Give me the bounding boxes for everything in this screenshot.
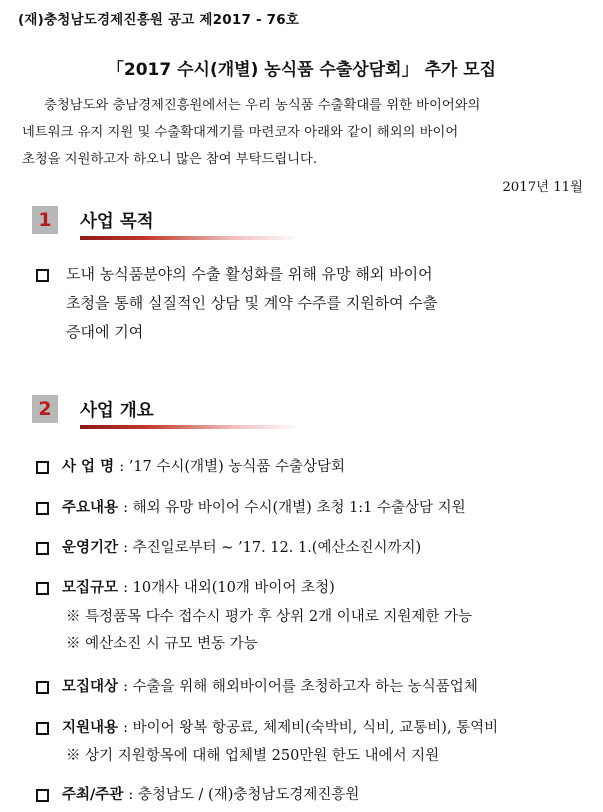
page-title: 「2017 수시(개별) 농식품 수출상담회」 추가 모집 [106,60,497,80]
checkbox-icon [36,789,49,802]
item-label: 운영기간 [62,540,119,556]
section-1-number-badge: 1 [32,206,58,234]
item-value: : 추진일로부터 ~ ’17. 12. 1.(예산소진시까지) [123,540,422,556]
section-1-title: 사업 목적 [80,212,154,232]
checkbox-icon [36,681,49,694]
intro-line-2: 네트워크 유지 지원 및 수출확대계기를 마련코자 아래와 같이 해외의 바이어 [22,125,459,140]
section-2-underline [80,425,300,429]
intro-paragraph [22,92,584,173]
purpose-line-2: 초청을 통해 실질적인 상담 및 계약 수주를 지원하여 수출 [66,294,438,312]
item-organizer [62,783,359,804]
item-name [62,455,345,476]
item-value: : ’17 수시(개별) 농식품 수출상담회 [119,459,345,475]
item-label: 사 업 명 [62,459,115,475]
checkbox-icon [36,542,49,555]
purpose-line-1: 도내 농식품분야의 수출 활성화를 위해 유망 해외 바이어 [66,265,433,283]
item-label: 지원내용 [62,720,119,736]
item-target [62,675,478,696]
item-period [62,536,421,557]
item-support [62,716,498,737]
notice-number: (재)충청남도경제진흥원 공고 제2017 - 76호 [18,12,300,28]
support-note: ※ 상기 지원항목에 대해 업체별 250만원 한도 내에서 지원 [66,748,440,764]
item-label: 모집규모 [62,580,119,596]
checkbox-icon [36,582,49,595]
checkbox-icon [36,461,49,474]
checkbox-icon [36,502,49,515]
item-value: : 수출을 위해 해외바이어를 초청하고자 하는 농식품업체 [123,679,478,695]
scale-note-2: ※ 예산소진 시 규모 변동 가능 [66,636,258,652]
item-content [62,496,466,517]
item-label: 주최/주관 [62,787,124,803]
item-scale [62,576,335,597]
intro-line-3: 초청을 지원하고자 하오니 많은 참여 부탁드립니다. [22,152,318,167]
section-2-title: 사업 개요 [80,401,154,421]
item-value: : 10개사 내외(10개 바이어 초청) [123,580,335,596]
item-value: : 충청남도 / (재)충청남도경제진흥원 [128,787,360,803]
item-value: : 바이어 왕복 항공료, 체제비(숙박비, 식비, 교통비), 통역비 [123,720,499,736]
section-1-underline [80,236,300,240]
intro-line-1: 충청남도와 충남경제진흥원에서는 우리 농식품 수출확대를 위한 바이어와의 [44,98,481,113]
section-1-purpose [66,260,588,347]
item-value: : 해외 유망 바이어 수시(개별) 초청 1:1 수출상담 지원 [123,500,466,516]
item-label: 모집대상 [62,679,119,695]
checkbox-icon [36,269,49,282]
item-label: 주요내용 [62,500,119,516]
checkbox-icon [36,722,49,735]
section-2-number-badge: 2 [32,395,58,423]
notice-date: 2017년 11월 [502,180,583,195]
purpose-line-3: 증대에 기여 [66,323,144,341]
scale-note-1: ※ 특정품목 다수 접수시 평가 후 상위 2개 이내로 지원제한 가능 [66,609,472,625]
